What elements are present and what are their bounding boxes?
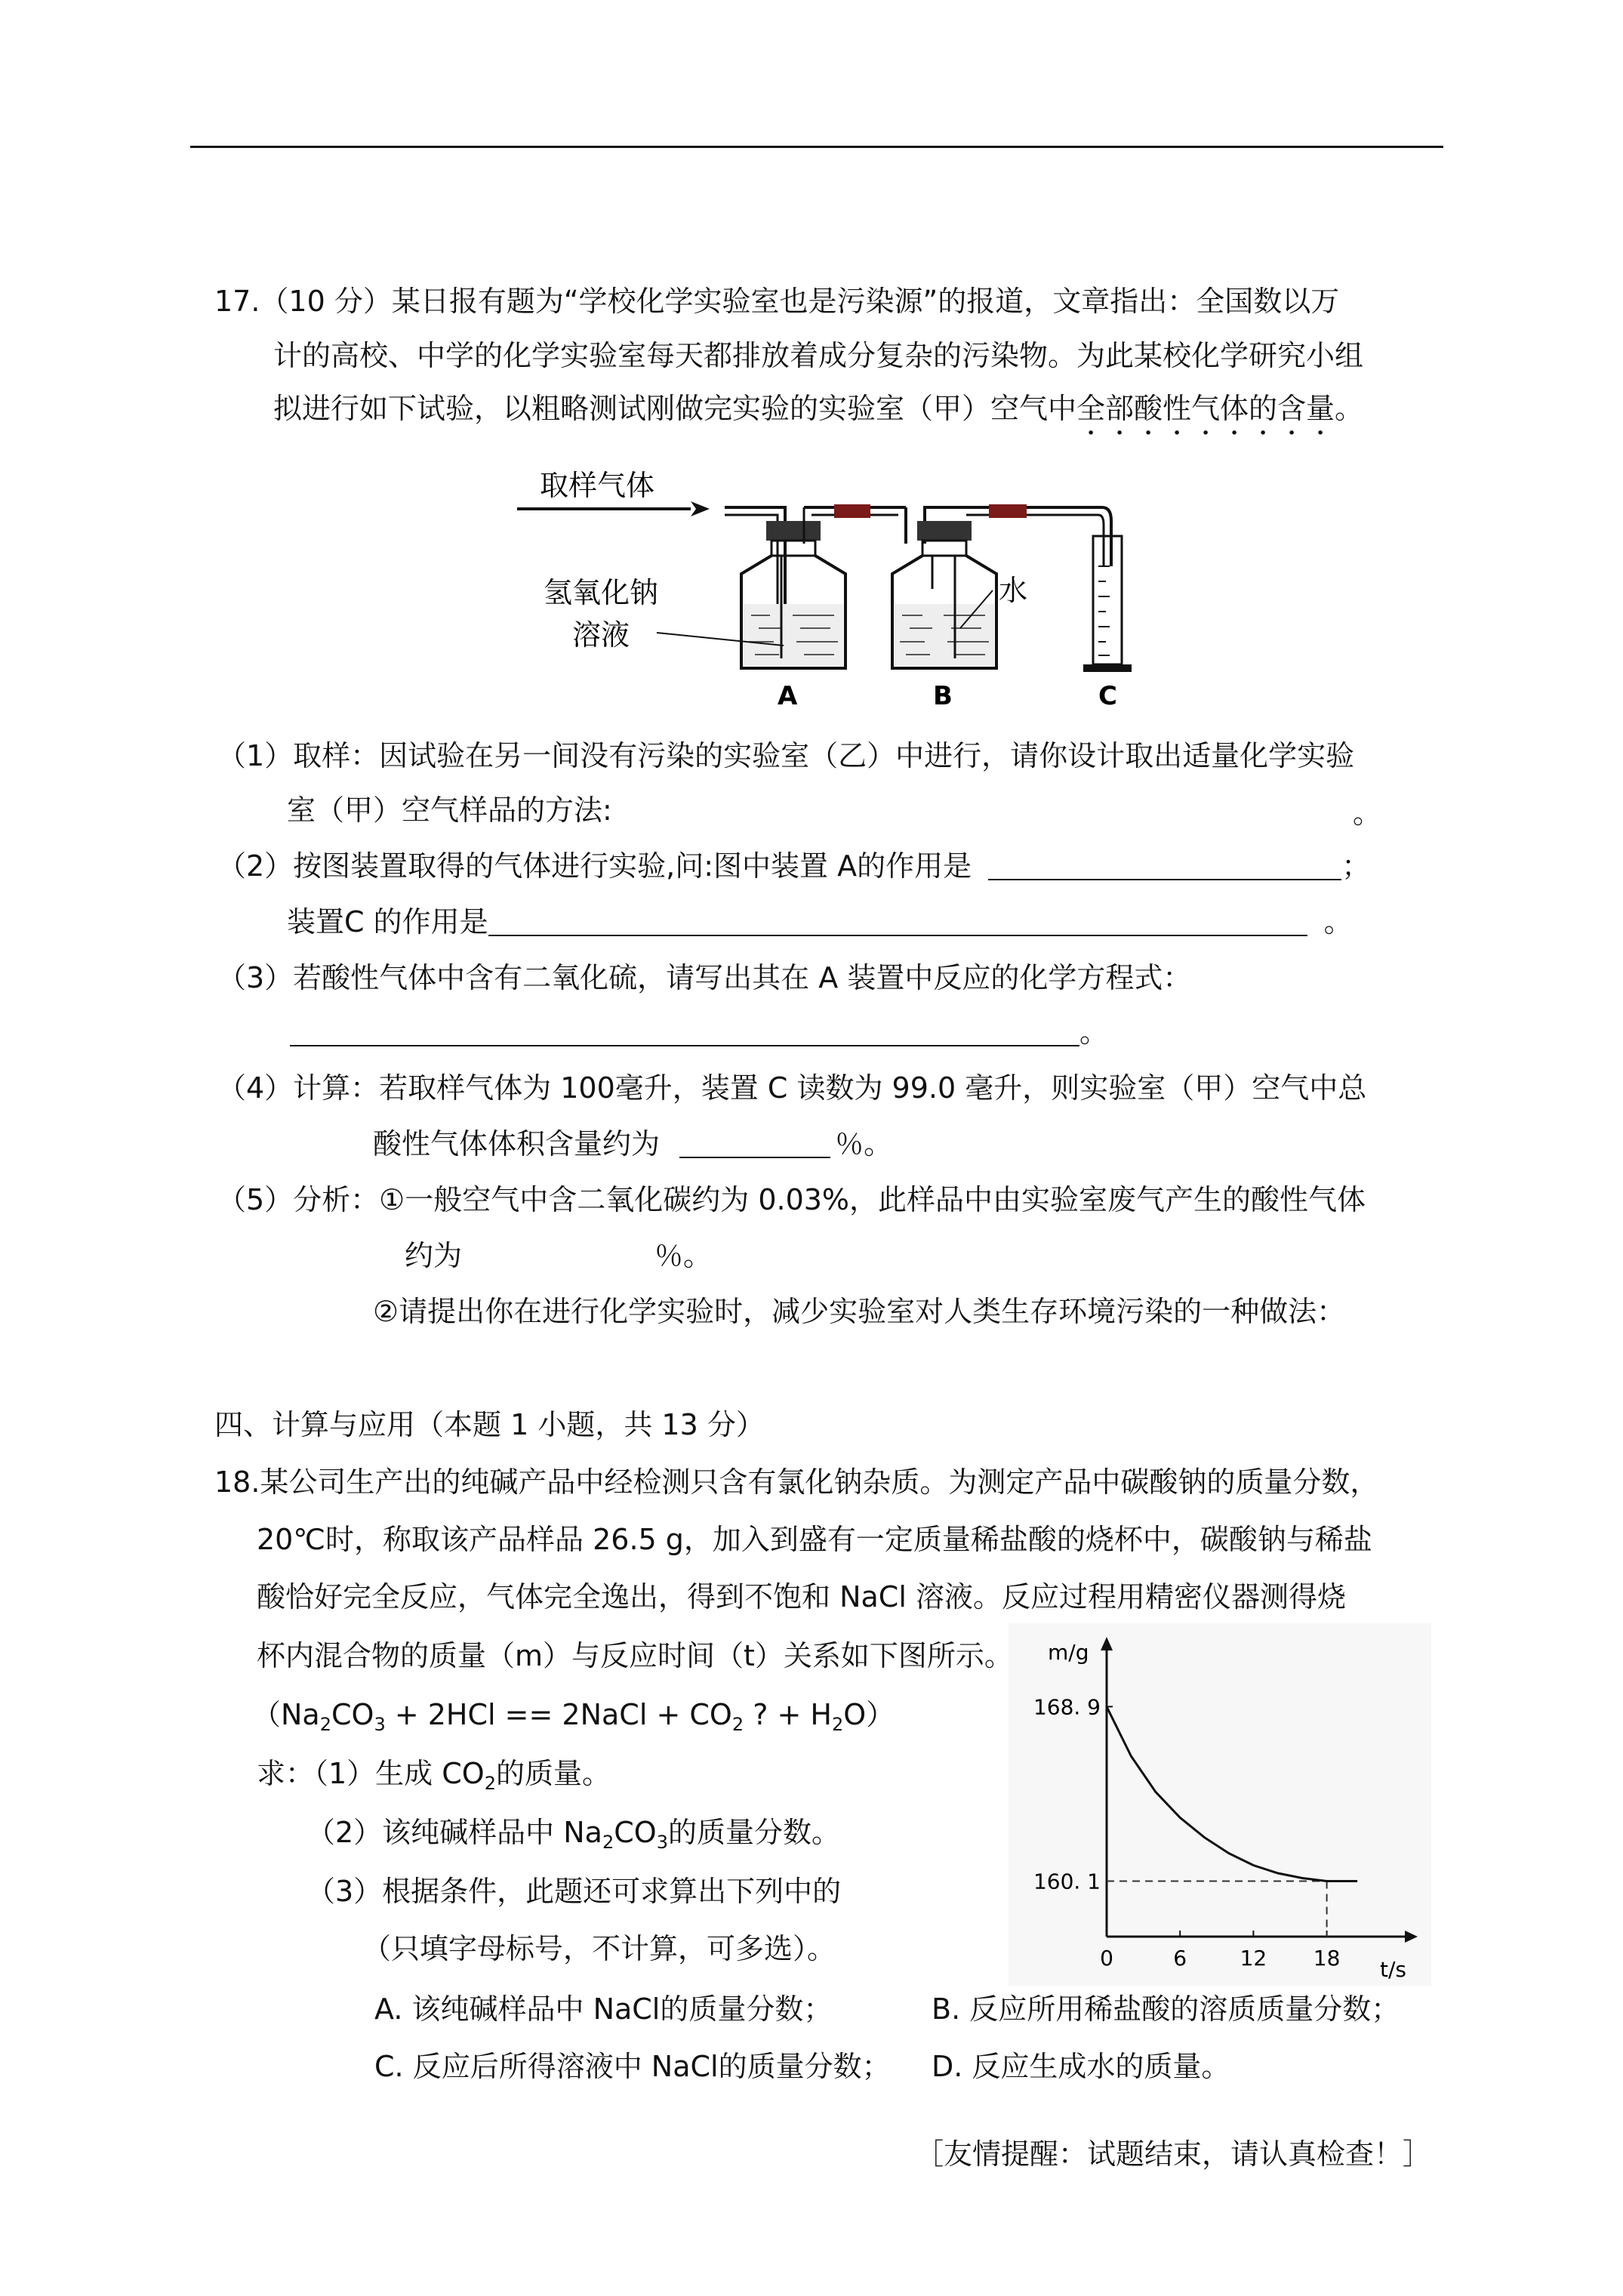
q17-part2b-end: 。 — [1323, 905, 1353, 938]
q17-intro-1: 17.（10 分）某日报有题为“学校化学实验室也是污染源”的报道，文章指出：全国数以万 — [214, 285, 1340, 318]
y-axis-arrow — [1101, 1637, 1113, 1650]
q17-part2-text: （2）按图装置取得的气体进行实验,问:图中装置 A的作用是 — [217, 849, 972, 883]
mass-time-chart — [1009, 1623, 1431, 1986]
top-rule — [190, 146, 1443, 148]
q17-part5-end: ％。 — [654, 1239, 713, 1272]
q17-part4-text: 酸性气体体积含量约为 — [373, 1127, 661, 1160]
answer-blank-acid-content[interactable] — [679, 1128, 830, 1158]
q17-part1-line2: 室（甲）空气样品的方法: — [287, 794, 612, 827]
x-axis-label: t/s — [1380, 1957, 1406, 1982]
label-a: A — [778, 681, 798, 711]
q17-part3-line2 — [290, 1015, 1108, 1049]
x-tick-label: 6 — [1173, 1946, 1187, 1971]
footer-reminder: ［友情提醒：试题结束，请认真检查！］ — [915, 2137, 1432, 2171]
section-4-heading: 四、计算与应用（本题 1 小题，共 13 分） — [214, 1408, 765, 1441]
option-a: A. 该纯碱样品中 NaCl的质量分数； — [374, 1992, 833, 2026]
bottle-a — [741, 507, 845, 668]
option-d: D. 反应生成水的质量。 — [932, 2050, 1230, 2083]
q17-part3-line1: （3）若酸性气体中含有二氧化硫，请写出其在 A 装置中反应的化学方程式： — [217, 961, 1192, 994]
mass-curve — [1107, 1706, 1357, 1881]
q17-intro-2: 计的高校、中学的化学实验室每天都排放着成分复杂的污染物。为此某校化学研究小组 — [273, 339, 1364, 372]
bottle-b — [892, 521, 996, 668]
q18-ask-3b: （只填字母标号，不计算，可多选）。 — [362, 1932, 836, 1965]
q18-equation: （$Na_2CO_3 + 2HCl$ == 2NaCl + $CO_2$ ? + $H_2O$） — [252, 1698, 895, 1735]
y-tick-label: 168. 9 — [1033, 1694, 1101, 1720]
q17-emphasis: 全部酸性气体的含量 — [1076, 392, 1335, 425]
option-c: C. 反应后所得溶液中 NaCl的质量分数； — [374, 2050, 891, 2083]
option-b: B. 反应所用稀盐酸的溶质质量分数； — [932, 1992, 1400, 2026]
y-axis-label: m/g — [1048, 1640, 1089, 1665]
q17-part1-end: 。 — [1353, 797, 1382, 830]
q17-part4-line2 — [373, 1126, 892, 1161]
q17-part2b-text: 装置C 的作用是 — [287, 905, 488, 938]
measuring-cylinder-c — [1083, 536, 1132, 672]
label-c: C — [1098, 681, 1117, 711]
q17-part2-line2 — [287, 905, 1353, 939]
y-tick-label: 160. 1 — [1033, 1869, 1101, 1894]
x-tick-label: 0 — [1100, 1946, 1113, 1971]
water-label: 水 — [999, 574, 1028, 607]
q18-line-3: 酸恰好完全反应，气体完全逸出，得到不饱和 NaCl 溶液。反应过程用精密仪器测得烧 — [257, 1580, 1346, 1613]
q17-part1-line1: （1）取样：因试验在另一间没有污染的实验室（乙）中进行，请你设计取出适量化学实验 — [217, 739, 1355, 772]
q17-part5-text: 约为 — [405, 1239, 463, 1272]
q18-ask-1: 求：（1）生成 $CO_2$的质量。 — [257, 1757, 611, 1794]
q18-ask-3: （3）根据条件，此题还可求算出下列中的 — [306, 1875, 842, 1908]
q18-line-2: 20℃时，称取该产品样品 26.5 g，加入到盛有一定质量稀盐酸的烧杯中，碳酸钠与稀盐 — [257, 1523, 1372, 1556]
q17-intro-3-end: 。 — [1335, 392, 1364, 425]
apparatus-figure — [498, 461, 1147, 717]
q17-part4-end: ％。 — [835, 1127, 893, 1160]
q17-part3-end: 。 — [1079, 1015, 1109, 1049]
x-tick-label: 12 — [1240, 1946, 1267, 1971]
q17-intro-3 — [273, 391, 1363, 442]
q17-part5-line2 — [405, 1238, 712, 1273]
q18-line-1: 18.某公司生产出的纯碱产品中经检测只含有氯化钠杂质。为测定产品中碳酸钠的质量分数， — [214, 1465, 1379, 1499]
answer-blank-device-c[interactable] — [488, 906, 1307, 936]
sample-gas-label: 取样气体 — [540, 469, 655, 502]
label-b: B — [933, 681, 953, 711]
naoh-label-2: 溶液 — [572, 618, 630, 652]
q17-part5-line1: （5）分析：①一般空气中含二氧化碳约为 0.03%，此样品中由实验室废气产生的酸性气体 — [217, 1183, 1366, 1216]
q17-part2-line1 — [217, 849, 1370, 883]
naoh-label-1: 氢氧化钠 — [544, 576, 659, 609]
q18-line-4: 杯内混合物的质量（m）与反应时间（t）关系如下图所示。 — [257, 1639, 1013, 1672]
x-tick-label: 18 — [1313, 1946, 1341, 1971]
q17-part2-end: ； — [1341, 849, 1371, 883]
x-axis-arrow — [1405, 1931, 1418, 1943]
q17-part4-line1: （4）计算：若取样气体为 100毫升，装置 C 读数为 99.0 毫升，则实验室（甲）空气中总 — [217, 1071, 1367, 1105]
q17-intro-3-text: 拟进行如下试验，以粗略测试刚做完实验的实验室（甲）空气中 — [273, 392, 1077, 425]
answer-blank-device-a[interactable] — [988, 850, 1341, 880]
answer-blank-equation[interactable] — [290, 1016, 1079, 1046]
q18-ask-2: （2）该纯碱样品中 $Na_2CO_3$的质量分数。 — [306, 1816, 840, 1853]
q17-part5-line3: ②请提出你在进行化学实验时，减少实验室对人类生存环境污染的一种做法： — [373, 1295, 1346, 1328]
